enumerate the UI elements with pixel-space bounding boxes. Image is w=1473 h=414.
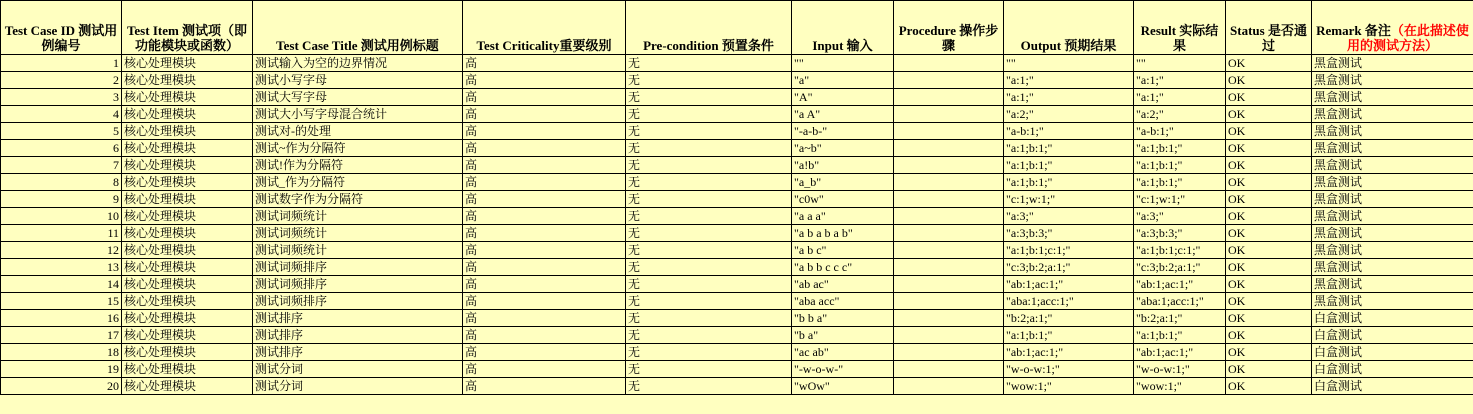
- cell-remark[interactable]: 白盒测试: [1312, 378, 1473, 395]
- cell-output[interactable]: "c:1;w:1;": [1004, 191, 1134, 208]
- cell-title[interactable]: 测试_作为分隔符: [253, 174, 463, 191]
- cell-title[interactable]: 测试排序: [253, 344, 463, 361]
- cell-result[interactable]: "ab:1;ac:1;": [1134, 344, 1226, 361]
- table-row: [1, 106, 1473, 123]
- cell-procedure[interactable]: [894, 225, 1004, 242]
- header-cell-result[interactable]: Result 实际结果: [1134, 1, 1226, 55]
- cell-output[interactable]: "a:2;": [1004, 106, 1134, 123]
- cell-remark[interactable]: 白盒测试: [1312, 361, 1473, 378]
- cell-input[interactable]: "a A": [792, 106, 894, 123]
- cell-title[interactable]: 测试数字作为分隔符: [253, 191, 463, 208]
- cell-item[interactable]: 核心处理模块: [122, 208, 253, 225]
- cell-id[interactable]: 5: [1, 123, 122, 140]
- cell-precondition[interactable]: 无: [626, 259, 792, 276]
- table-row: [1, 293, 1473, 310]
- cell-input[interactable]: "ab ac": [792, 276, 894, 293]
- cell-id[interactable]: 10: [1, 208, 122, 225]
- cell-result[interactable]: "a:1;b:1;": [1134, 174, 1226, 191]
- cell-title[interactable]: 测试词频统计: [253, 208, 463, 225]
- table-row: [1, 208, 1473, 225]
- cell-criticality[interactable]: 高: [463, 191, 626, 208]
- table-row: [1, 174, 1473, 191]
- table-row: [1, 310, 1473, 327]
- cell-id[interactable]: 7: [1, 157, 122, 174]
- cell-criticality[interactable]: 高: [463, 327, 626, 344]
- cell-status[interactable]: OK: [1226, 242, 1312, 259]
- cell-criticality[interactable]: 高: [463, 72, 626, 89]
- cell-remark[interactable]: 白盒测试: [1312, 327, 1473, 344]
- cell-precondition[interactable]: 无: [626, 276, 792, 293]
- table-row: [1, 242, 1473, 259]
- cell-criticality[interactable]: 高: [463, 106, 626, 123]
- cell-status[interactable]: OK: [1226, 225, 1312, 242]
- cell-input[interactable]: "b a": [792, 327, 894, 344]
- cell-status[interactable]: OK: [1226, 123, 1312, 140]
- cell-procedure[interactable]: [894, 174, 1004, 191]
- cell-item[interactable]: 核心处理模块: [122, 378, 253, 395]
- cell-procedure[interactable]: [894, 72, 1004, 89]
- cell-remark[interactable]: 黑盒测试: [1312, 55, 1473, 72]
- cell-output[interactable]: "ab:1;ac:1;": [1004, 276, 1134, 293]
- cell-precondition[interactable]: 无: [626, 140, 792, 157]
- cell-input[interactable]: "-a-b-": [792, 123, 894, 140]
- cell-result[interactable]: "w-o-w:1;": [1134, 361, 1226, 378]
- cell-input[interactable]: "c0w": [792, 191, 894, 208]
- cell-precondition[interactable]: 无: [626, 310, 792, 327]
- cell-procedure[interactable]: [894, 327, 1004, 344]
- cell-remark[interactable]: 白盒测试: [1312, 310, 1473, 327]
- cell-title[interactable]: 测试~作为分隔符: [253, 140, 463, 157]
- cell-output[interactable]: "a:3;": [1004, 208, 1134, 225]
- cell-item[interactable]: 核心处理模块: [122, 310, 253, 327]
- cell-id[interactable]: 18: [1, 344, 122, 361]
- cell-criticality[interactable]: 高: [463, 140, 626, 157]
- cell-procedure[interactable]: [894, 157, 1004, 174]
- cell-precondition[interactable]: 无: [626, 157, 792, 174]
- cell-result[interactable]: "a:1;": [1134, 72, 1226, 89]
- cell-title[interactable]: 测试输入为空的边界情况: [253, 55, 463, 72]
- cell-output[interactable]: "ab:1;ac:1;": [1004, 344, 1134, 361]
- cell-output[interactable]: "a:1;b:1;c:1;": [1004, 242, 1134, 259]
- cell-status[interactable]: OK: [1226, 106, 1312, 123]
- cell-result[interactable]: "aba:1;acc:1;": [1134, 293, 1226, 310]
- cell-input[interactable]: "b b a": [792, 310, 894, 327]
- cell-status[interactable]: OK: [1226, 344, 1312, 361]
- cell-procedure[interactable]: [894, 106, 1004, 123]
- cell-remark[interactable]: 黑盒测试: [1312, 293, 1473, 310]
- cell-precondition[interactable]: 无: [626, 344, 792, 361]
- cell-input[interactable]: "-w-o-w-": [792, 361, 894, 378]
- cell-remark[interactable]: 黑盒测试: [1312, 174, 1473, 191]
- cell-item[interactable]: 核心处理模块: [122, 242, 253, 259]
- cell-id[interactable]: 15: [1, 293, 122, 310]
- cell-criticality[interactable]: 高: [463, 208, 626, 225]
- cell-title[interactable]: 测试排序: [253, 310, 463, 327]
- header-row: [1, 1, 1473, 55]
- cell-precondition[interactable]: 无: [626, 55, 792, 72]
- cell-id[interactable]: 11: [1, 225, 122, 242]
- cell-precondition[interactable]: 无: [626, 72, 792, 89]
- cell-result[interactable]: "c:3;b:2;a:1;": [1134, 259, 1226, 276]
- header-cell-precondition[interactable]: Pre-condition 预置条件: [626, 1, 792, 55]
- cell-result[interactable]: "b:2;a:1;": [1134, 310, 1226, 327]
- cell-criticality[interactable]: 高: [463, 242, 626, 259]
- cell-title[interactable]: 测试词频统计: [253, 242, 463, 259]
- cell-title[interactable]: 测试词频统计: [253, 225, 463, 242]
- table-row: [1, 225, 1473, 242]
- cell-title[interactable]: 测试小写字母: [253, 72, 463, 89]
- table-row: [1, 157, 1473, 174]
- header-cell-input[interactable]: Input 输入: [792, 1, 894, 55]
- table-row: [1, 89, 1473, 106]
- cell-remark[interactable]: 黑盒测试: [1312, 225, 1473, 242]
- cell-input[interactable]: "a_b": [792, 174, 894, 191]
- cell-id[interactable]: 13: [1, 259, 122, 276]
- cell-result[interactable]: "a:1;b:1;": [1134, 327, 1226, 344]
- cell-precondition[interactable]: 无: [626, 225, 792, 242]
- cell-procedure[interactable]: [894, 55, 1004, 72]
- cell-result[interactable]: "a:1;b:1;c:1;": [1134, 242, 1226, 259]
- cell-result[interactable]: "a:3;": [1134, 208, 1226, 225]
- cell-item[interactable]: 核心处理模块: [122, 89, 253, 106]
- cell-result[interactable]: "a-b:1;": [1134, 123, 1226, 140]
- cell-output[interactable]: "c:3;b:2;a:1;": [1004, 259, 1134, 276]
- cell-input[interactable]: "aba acc": [792, 293, 894, 310]
- table-row: [1, 378, 1473, 395]
- remark-header-label: Remark 备注: [1316, 23, 1391, 38]
- cell-item[interactable]: 核心处理模块: [122, 293, 253, 310]
- cell-item[interactable]: 核心处理模块: [122, 106, 253, 123]
- cell-criticality[interactable]: 高: [463, 361, 626, 378]
- cell-precondition[interactable]: 无: [626, 191, 792, 208]
- cell-status[interactable]: OK: [1226, 378, 1312, 395]
- cell-output[interactable]: "b:2;a:1;": [1004, 310, 1134, 327]
- cell-output[interactable]: "aba:1;acc:1;": [1004, 293, 1134, 310]
- cell-status[interactable]: OK: [1226, 89, 1312, 106]
- cell-input[interactable]: "wOw": [792, 378, 894, 395]
- cell-input[interactable]: "": [792, 55, 894, 72]
- cell-criticality[interactable]: 高: [463, 174, 626, 191]
- cell-input[interactable]: "a": [792, 72, 894, 89]
- cell-remark[interactable]: 黑盒测试: [1312, 191, 1473, 208]
- cell-id[interactable]: 4: [1, 106, 122, 123]
- cell-criticality[interactable]: 高: [463, 157, 626, 174]
- cell-procedure[interactable]: [894, 310, 1004, 327]
- cell-criticality[interactable]: 高: [463, 344, 626, 361]
- cell-output[interactable]: "w-o-w:1;": [1004, 361, 1134, 378]
- cell-output[interactable]: "wow:1;": [1004, 378, 1134, 395]
- cell-title[interactable]: 测试对-的处理: [253, 123, 463, 140]
- cell-output[interactable]: "a-b:1;": [1004, 123, 1134, 140]
- cell-status[interactable]: OK: [1226, 55, 1312, 72]
- table-row: [1, 344, 1473, 361]
- cell-result[interactable]: "wow:1;": [1134, 378, 1226, 395]
- cell-item[interactable]: 核心处理模块: [122, 344, 253, 361]
- cell-id[interactable]: 2: [1, 72, 122, 89]
- cell-input[interactable]: "A": [792, 89, 894, 106]
- table-row: [1, 327, 1473, 344]
- header-cell-status[interactable]: Status 是否通过: [1226, 1, 1312, 55]
- cell-procedure[interactable]: [894, 293, 1004, 310]
- cell-output[interactable]: "a:1;b:1;": [1004, 174, 1134, 191]
- header-cell-title[interactable]: Test Case Title 测试用例标题: [253, 1, 463, 55]
- cell-precondition[interactable]: 无: [626, 208, 792, 225]
- cell-criticality[interactable]: 高: [463, 259, 626, 276]
- cell-title[interactable]: 测试排序: [253, 327, 463, 344]
- cell-criticality[interactable]: 高: [463, 293, 626, 310]
- cell-status[interactable]: OK: [1226, 208, 1312, 225]
- cell-procedure[interactable]: [894, 140, 1004, 157]
- table-row: [1, 72, 1473, 89]
- cell-input[interactable]: "ac ab": [792, 344, 894, 361]
- cell-precondition[interactable]: 无: [626, 378, 792, 395]
- table-row: [1, 259, 1473, 276]
- cell-result[interactable]: "a:1;b:1;": [1134, 140, 1226, 157]
- table-body: [1, 55, 1473, 395]
- cell-remark[interactable]: 黑盒测试: [1312, 72, 1473, 89]
- cell-status[interactable]: OK: [1226, 174, 1312, 191]
- cell-id[interactable]: 19: [1, 361, 122, 378]
- cell-item[interactable]: 核心处理模块: [122, 361, 253, 378]
- cell-output[interactable]: "": [1004, 55, 1134, 72]
- cell-status[interactable]: OK: [1226, 361, 1312, 378]
- cell-result[interactable]: "ab:1;ac:1;": [1134, 276, 1226, 293]
- cell-input[interactable]: "a!b": [792, 157, 894, 174]
- cell-input[interactable]: "a b b c c c": [792, 259, 894, 276]
- cell-criticality[interactable]: 高: [463, 310, 626, 327]
- cell-status[interactable]: OK: [1226, 259, 1312, 276]
- cell-criticality[interactable]: 高: [463, 89, 626, 106]
- cell-remark[interactable]: 黑盒测试: [1312, 208, 1473, 225]
- cell-item[interactable]: 核心处理模块: [122, 174, 253, 191]
- cell-precondition[interactable]: 无: [626, 89, 792, 106]
- header-cell-procedure[interactable]: Procedure 操作步骤: [894, 1, 1004, 55]
- cell-input[interactable]: "a b c": [792, 242, 894, 259]
- cell-criticality[interactable]: 高: [463, 123, 626, 140]
- cell-id[interactable]: 1: [1, 55, 122, 72]
- cell-output[interactable]: "a:1;b:1;": [1004, 157, 1134, 174]
- cell-result[interactable]: "a:1;": [1134, 89, 1226, 106]
- table-row: [1, 191, 1473, 208]
- header-cell-output[interactable]: Output 预期结果: [1004, 1, 1134, 55]
- cell-criticality[interactable]: 高: [463, 225, 626, 242]
- cell-item[interactable]: 核心处理模块: [122, 157, 253, 174]
- cell-output[interactable]: "a:3;b:3;": [1004, 225, 1134, 242]
- cell-precondition[interactable]: 无: [626, 293, 792, 310]
- cell-title[interactable]: 测试词频排序: [253, 276, 463, 293]
- cell-precondition[interactable]: 无: [626, 123, 792, 140]
- table-row: [1, 140, 1473, 157]
- cell-result[interactable]: "a:2;": [1134, 106, 1226, 123]
- cell-item[interactable]: 核心处理模块: [122, 259, 253, 276]
- cell-title[interactable]: 测试词频排序: [253, 259, 463, 276]
- cell-item[interactable]: 核心处理模块: [122, 225, 253, 242]
- cell-criticality[interactable]: 高: [463, 378, 626, 395]
- cell-id[interactable]: 16: [1, 310, 122, 327]
- cell-criticality[interactable]: 高: [463, 55, 626, 72]
- cell-precondition[interactable]: 无: [626, 361, 792, 378]
- cell-id[interactable]: 14: [1, 276, 122, 293]
- cell-procedure[interactable]: [894, 242, 1004, 259]
- header-cell-criticality[interactable]: Test Criticality重要级别: [463, 1, 626, 55]
- cell-output[interactable]: "a:1;b:1;": [1004, 327, 1134, 344]
- cell-procedure[interactable]: [894, 208, 1004, 225]
- cell-procedure[interactable]: [894, 123, 1004, 140]
- cell-item[interactable]: 核心处理模块: [122, 327, 253, 344]
- cell-remark[interactable]: 黑盒测试: [1312, 123, 1473, 140]
- cell-id[interactable]: 17: [1, 327, 122, 344]
- cell-id[interactable]: 12: [1, 242, 122, 259]
- cell-id[interactable]: 6: [1, 140, 122, 157]
- cell-item[interactable]: 核心处理模块: [122, 55, 253, 72]
- cell-procedure[interactable]: [894, 361, 1004, 378]
- cell-id[interactable]: 8: [1, 174, 122, 191]
- cell-procedure[interactable]: [894, 89, 1004, 106]
- cell-title[interactable]: 测试分词: [253, 361, 463, 378]
- header-cell-remark[interactable]: [1312, 1, 1473, 55]
- cell-item[interactable]: 核心处理模块: [122, 123, 253, 140]
- cell-result[interactable]: "a:3;b:3;": [1134, 225, 1226, 242]
- cell-result[interactable]: "": [1134, 55, 1226, 72]
- cell-procedure[interactable]: [894, 378, 1004, 395]
- cell-id[interactable]: 20: [1, 378, 122, 395]
- cell-procedure[interactable]: [894, 344, 1004, 361]
- table-row: [1, 361, 1473, 378]
- table-row: [1, 55, 1473, 72]
- cell-status[interactable]: OK: [1226, 191, 1312, 208]
- cell-precondition[interactable]: 无: [626, 174, 792, 191]
- cell-result[interactable]: "a:1;b:1;": [1134, 157, 1226, 174]
- cell-id[interactable]: 9: [1, 191, 122, 208]
- cell-output[interactable]: "a:1;b:1;": [1004, 140, 1134, 157]
- cell-input[interactable]: "a~b": [792, 140, 894, 157]
- cell-item[interactable]: 核心处理模块: [122, 72, 253, 89]
- cell-status[interactable]: OK: [1226, 310, 1312, 327]
- cell-remark[interactable]: 黑盒测试: [1312, 106, 1473, 123]
- cell-precondition[interactable]: 无: [626, 242, 792, 259]
- header-cell-item[interactable]: Test Item 测试项（即功能模块或函数）: [122, 1, 253, 55]
- cell-status[interactable]: OK: [1226, 140, 1312, 157]
- cell-procedure[interactable]: [894, 191, 1004, 208]
- cell-precondition[interactable]: 无: [626, 327, 792, 344]
- cell-precondition[interactable]: 无: [626, 106, 792, 123]
- cell-remark[interactable]: 黑盒测试: [1312, 140, 1473, 157]
- cell-status[interactable]: OK: [1226, 72, 1312, 89]
- cell-input[interactable]: "a a a": [792, 208, 894, 225]
- cell-item[interactable]: 核心处理模块: [122, 191, 253, 208]
- cell-title[interactable]: 测试大小写字母混合统计: [253, 106, 463, 123]
- cell-status[interactable]: OK: [1226, 157, 1312, 174]
- cell-item[interactable]: 核心处理模块: [122, 276, 253, 293]
- cell-item[interactable]: 核心处理模块: [122, 140, 253, 157]
- cell-remark[interactable]: 黑盒测试: [1312, 242, 1473, 259]
- cell-remark[interactable]: 黑盒测试: [1312, 157, 1473, 174]
- header-cell-id[interactable]: Test Case ID 测试用例编号: [1, 1, 122, 55]
- cell-result[interactable]: "c:1;w:1;": [1134, 191, 1226, 208]
- table-row: [1, 276, 1473, 293]
- cell-id[interactable]: 3: [1, 89, 122, 106]
- cell-status[interactable]: OK: [1226, 293, 1312, 310]
- cell-remark[interactable]: 白盒测试: [1312, 344, 1473, 361]
- cell-title[interactable]: 测试大写字母: [253, 89, 463, 106]
- cell-title[interactable]: 测试!作为分隔符: [253, 157, 463, 174]
- cell-procedure[interactable]: [894, 259, 1004, 276]
- cell-status[interactable]: OK: [1226, 327, 1312, 344]
- remark-header-highlight: （在此描述使用的测试方法）: [1346, 23, 1469, 53]
- cell-input[interactable]: "a b a b a b": [792, 225, 894, 242]
- table-row: [1, 123, 1473, 140]
- cell-remark[interactable]: 黑盒测试: [1312, 276, 1473, 293]
- cell-remark[interactable]: 黑盒测试: [1312, 259, 1473, 276]
- cell-title[interactable]: 测试词频排序: [253, 293, 463, 310]
- cell-output[interactable]: "a:1;": [1004, 89, 1134, 106]
- cell-title[interactable]: 测试分词: [253, 378, 463, 395]
- cell-status[interactable]: OK: [1226, 276, 1312, 293]
- cell-procedure[interactable]: [894, 276, 1004, 293]
- cell-remark[interactable]: 黑盒测试: [1312, 89, 1473, 106]
- cell-criticality[interactable]: 高: [463, 276, 626, 293]
- cell-output[interactable]: "a:1;": [1004, 72, 1134, 89]
